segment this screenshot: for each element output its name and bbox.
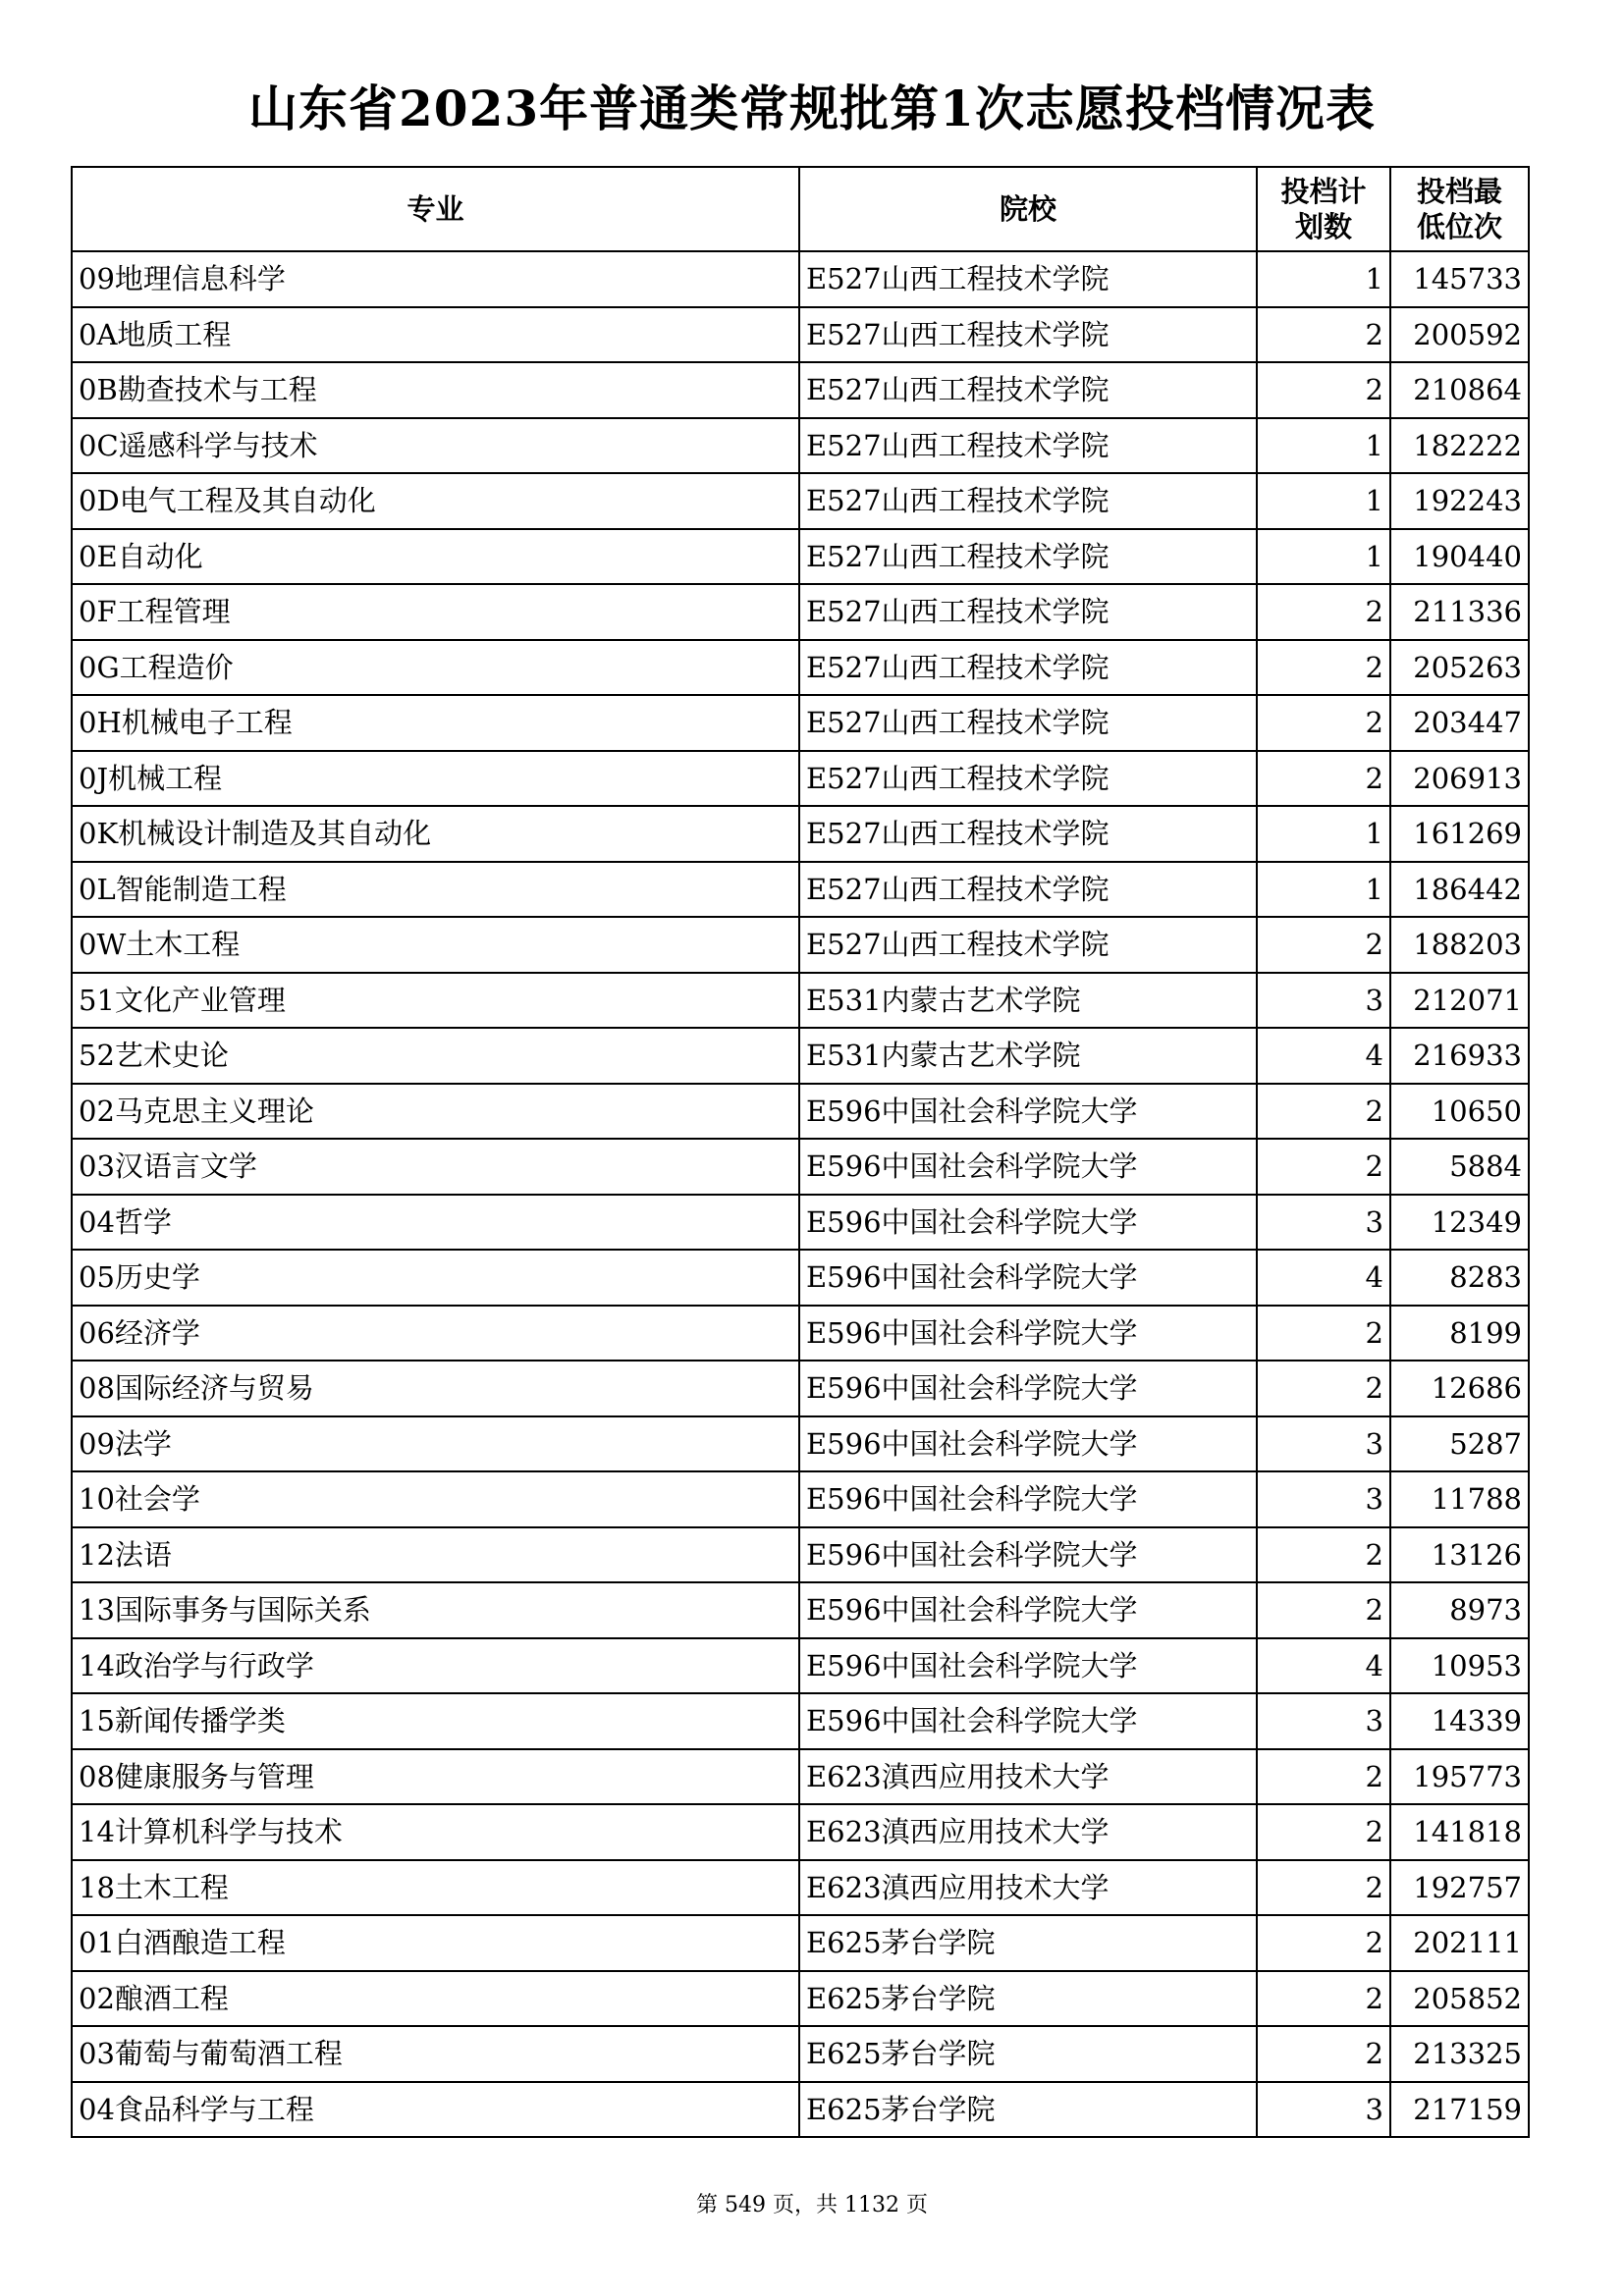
cell-plan: 2 (1257, 2026, 1390, 2082)
table-row (72, 751, 1529, 807)
cell-plan: 2 (1257, 1361, 1390, 1416)
cell-rank: 200592 (1390, 307, 1529, 363)
cell-school: E527山西工程技术学院 (799, 640, 1257, 696)
cell-school: E625茅台学院 (799, 1971, 1257, 2027)
table-row (72, 1915, 1529, 1971)
cell-rank: 5287 (1390, 1416, 1529, 1472)
cell-major: 0K机械设计制造及其自动化 (72, 806, 799, 862)
cell-rank: 14339 (1390, 1693, 1529, 1749)
cell-school: E596中国社会科学院大学 (799, 1527, 1257, 1583)
header-plan (1257, 167, 1390, 251)
cell-rank: 12686 (1390, 1361, 1529, 1416)
cell-major: 09法学 (72, 1416, 799, 1472)
table-row (72, 862, 1529, 918)
cell-rank: 217159 (1390, 2082, 1529, 2138)
cell-major: 18土木工程 (72, 1860, 799, 1916)
cell-plan: 3 (1257, 2082, 1390, 2138)
cell-school: E623滇西应用技术大学 (799, 1749, 1257, 1805)
page-title: 山东省2023年普通类常规批第1次志愿投档情况表 (248, 80, 1376, 137)
table-row (72, 973, 1529, 1029)
table-row (72, 695, 1529, 751)
cell-school: E531内蒙古艺术学院 (799, 1028, 1257, 1084)
cell-major: 0B勘查技术与工程 (72, 362, 799, 418)
cell-major: 04哲学 (72, 1195, 799, 1251)
table-row (72, 307, 1529, 363)
cell-plan: 2 (1257, 1527, 1390, 1583)
cell-major: 08健康服务与管理 (72, 1749, 799, 1805)
cell-major: 0F工程管理 (72, 584, 799, 640)
cell-major: 06经济学 (72, 1306, 799, 1362)
table-row (72, 1195, 1529, 1251)
admission-table (71, 166, 1530, 2138)
cell-rank: 192757 (1390, 1860, 1529, 1916)
cell-rank: 211336 (1390, 584, 1529, 640)
cell-school: E596中国社会科学院大学 (799, 1361, 1257, 1416)
cell-plan: 2 (1257, 1084, 1390, 1140)
cell-plan: 4 (1257, 1638, 1390, 1694)
cell-rank: 186442 (1390, 862, 1529, 918)
cell-major: 0L智能制造工程 (72, 862, 799, 918)
table-row (72, 418, 1529, 474)
cell-plan: 1 (1257, 862, 1390, 918)
cell-school: E596中国社会科学院大学 (799, 1471, 1257, 1527)
cell-rank: 8199 (1390, 1306, 1529, 1362)
cell-plan: 2 (1257, 917, 1390, 973)
cell-rank: 213325 (1390, 2026, 1529, 2082)
cell-rank: 5884 (1390, 1139, 1529, 1195)
cell-plan: 4 (1257, 1028, 1390, 1084)
table-row (72, 1860, 1529, 1916)
cell-plan: 3 (1257, 973, 1390, 1029)
cell-rank: 182222 (1390, 418, 1529, 474)
table-header-row (72, 167, 1529, 251)
table-row (72, 2026, 1529, 2082)
header-rank (1390, 167, 1529, 251)
table-row (72, 1971, 1529, 2027)
cell-rank: 8973 (1390, 1582, 1529, 1638)
cell-major: 0C遥感科学与技术 (72, 418, 799, 474)
cell-rank: 10953 (1390, 1638, 1529, 1694)
table-row (72, 1638, 1529, 1694)
table-row (72, 2082, 1529, 2138)
cell-major: 13国际事务与国际关系 (72, 1582, 799, 1638)
cell-major: 14计算机科学与技术 (72, 1804, 799, 1860)
cell-major: 02马克思主义理论 (72, 1084, 799, 1140)
cell-major: 01白酒酿造工程 (72, 1915, 799, 1971)
cell-plan: 2 (1257, 1915, 1390, 1971)
cell-plan: 2 (1257, 362, 1390, 418)
cell-plan: 2 (1257, 1582, 1390, 1638)
cell-school: E527山西工程技术学院 (799, 806, 1257, 862)
table-row (72, 1361, 1529, 1416)
cell-plan: 3 (1257, 1693, 1390, 1749)
cell-major: 0J机械工程 (72, 751, 799, 807)
cell-school: E625茅台学院 (799, 2082, 1257, 2138)
cell-major: 08国际经济与贸易 (72, 1361, 799, 1416)
cell-school: E527山西工程技术学院 (799, 751, 1257, 807)
cell-rank: 12349 (1390, 1195, 1529, 1251)
table-row (72, 1527, 1529, 1583)
cell-plan: 2 (1257, 751, 1390, 807)
cell-rank: 203447 (1390, 695, 1529, 751)
cell-rank: 13126 (1390, 1527, 1529, 1583)
header-rank-line1: 投档最 (1416, 175, 1502, 208)
cell-plan: 1 (1257, 806, 1390, 862)
cell-school: E527山西工程技术学院 (799, 473, 1257, 529)
cell-rank: 10650 (1390, 1084, 1529, 1140)
cell-major: 0D电气工程及其自动化 (72, 473, 799, 529)
cell-plan: 2 (1257, 1306, 1390, 1362)
cell-school: E596中国社会科学院大学 (799, 1638, 1257, 1694)
table-row (72, 1084, 1529, 1140)
cell-major: 0E自动化 (72, 529, 799, 585)
cell-rank: 216933 (1390, 1028, 1529, 1084)
cell-rank: 210864 (1390, 362, 1529, 418)
page-footer: 第 549 页，共 1132 页 (696, 2193, 928, 2217)
table-row (72, 1582, 1529, 1638)
cell-school: E625茅台学院 (799, 1915, 1257, 1971)
cell-plan: 2 (1257, 307, 1390, 363)
cell-plan: 3 (1257, 1416, 1390, 1472)
header-plan-line2: 划数 (1294, 210, 1352, 243)
cell-school: E596中国社会科学院大学 (799, 1084, 1257, 1140)
cell-plan: 3 (1257, 1471, 1390, 1527)
header-plan-line1: 投档计 (1280, 175, 1367, 208)
table-row (72, 1028, 1529, 1084)
cell-plan: 2 (1257, 1971, 1390, 2027)
cell-major: 04食品科学与工程 (72, 2082, 799, 2138)
cell-plan: 2 (1257, 1139, 1390, 1195)
cell-major: 15新闻传播学类 (72, 1693, 799, 1749)
header-major: 专业 (72, 167, 799, 251)
cell-school: E527山西工程技术学院 (799, 584, 1257, 640)
cell-plan: 2 (1257, 584, 1390, 640)
cell-major: 12法语 (72, 1527, 799, 1583)
cell-rank: 195773 (1390, 1749, 1529, 1805)
table-row (72, 1306, 1529, 1362)
cell-major: 52艺术史论 (72, 1028, 799, 1084)
cell-rank: 11788 (1390, 1471, 1529, 1527)
cell-school: E527山西工程技术学院 (799, 307, 1257, 363)
cell-school: E625茅台学院 (799, 2026, 1257, 2082)
cell-plan: 3 (1257, 1195, 1390, 1251)
cell-major: 14政治学与行政学 (72, 1638, 799, 1694)
cell-major: 0A地质工程 (72, 307, 799, 363)
cell-rank: 145733 (1390, 251, 1529, 307)
cell-school: E596中国社会科学院大学 (799, 1195, 1257, 1251)
cell-school: E623滇西应用技术大学 (799, 1804, 1257, 1860)
cell-major: 09地理信息科学 (72, 251, 799, 307)
cell-plan: 1 (1257, 418, 1390, 474)
cell-school: E623滇西应用技术大学 (799, 1860, 1257, 1916)
cell-rank: 212071 (1390, 973, 1529, 1029)
table-row (72, 1139, 1529, 1195)
cell-plan: 1 (1257, 529, 1390, 585)
table-row (72, 1250, 1529, 1306)
cell-school: E596中国社会科学院大学 (799, 1306, 1257, 1362)
table-row (72, 1471, 1529, 1527)
cell-rank: 205263 (1390, 640, 1529, 696)
cell-rank: 141818 (1390, 1804, 1529, 1860)
cell-school: E527山西工程技术学院 (799, 695, 1257, 751)
table-row (72, 529, 1529, 585)
cell-rank: 192243 (1390, 473, 1529, 529)
cell-major: 03葡萄与葡萄酒工程 (72, 2026, 799, 2082)
table-row (72, 1804, 1529, 1860)
table-row (72, 640, 1529, 696)
table-row (72, 806, 1529, 862)
header-rank-line2: 低位次 (1416, 210, 1502, 243)
cell-school: E596中国社会科学院大学 (799, 1582, 1257, 1638)
cell-rank: 188203 (1390, 917, 1529, 973)
cell-major: 51文化产业管理 (72, 973, 799, 1029)
table-row (72, 584, 1529, 640)
cell-school: E531内蒙古艺术学院 (799, 973, 1257, 1029)
cell-school: E596中国社会科学院大学 (799, 1693, 1257, 1749)
cell-plan: 2 (1257, 1804, 1390, 1860)
cell-rank: 190440 (1390, 529, 1529, 585)
table-row (72, 917, 1529, 973)
cell-rank: 161269 (1390, 806, 1529, 862)
cell-school: E527山西工程技术学院 (799, 529, 1257, 585)
table-body (72, 251, 1529, 2137)
cell-major: 03汉语言文学 (72, 1139, 799, 1195)
cell-major: 0W土木工程 (72, 917, 799, 973)
cell-school: E527山西工程技术学院 (799, 251, 1257, 307)
cell-school: E527山西工程技术学院 (799, 862, 1257, 918)
cell-major: 05历史学 (72, 1250, 799, 1306)
table-row (72, 1749, 1529, 1805)
cell-school: E596中国社会科学院大学 (799, 1250, 1257, 1306)
cell-school: E527山西工程技术学院 (799, 362, 1257, 418)
cell-plan: 4 (1257, 1250, 1390, 1306)
cell-school: E527山西工程技术学院 (799, 917, 1257, 973)
cell-plan: 2 (1257, 1860, 1390, 1916)
cell-plan: 2 (1257, 695, 1390, 751)
header-school: 院校 (799, 167, 1257, 251)
cell-major: 0H机械电子工程 (72, 695, 799, 751)
cell-school: E527山西工程技术学院 (799, 418, 1257, 474)
cell-major: 0G工程造价 (72, 640, 799, 696)
cell-major: 10社会学 (72, 1471, 799, 1527)
cell-plan: 1 (1257, 473, 1390, 529)
table-row (72, 251, 1529, 307)
table-row (72, 1693, 1529, 1749)
cell-school: E596中国社会科学院大学 (799, 1139, 1257, 1195)
table-row (72, 1416, 1529, 1472)
table-row (72, 473, 1529, 529)
cell-school: E596中国社会科学院大学 (799, 1416, 1257, 1472)
cell-major: 02酿酒工程 (72, 1971, 799, 2027)
cell-rank: 202111 (1390, 1915, 1529, 1971)
cell-rank: 8283 (1390, 1250, 1529, 1306)
table-row (72, 362, 1529, 418)
cell-plan: 2 (1257, 640, 1390, 696)
cell-rank: 206913 (1390, 751, 1529, 807)
cell-rank: 205852 (1390, 1971, 1529, 2027)
cell-plan: 1 (1257, 251, 1390, 307)
cell-plan: 2 (1257, 1749, 1390, 1805)
